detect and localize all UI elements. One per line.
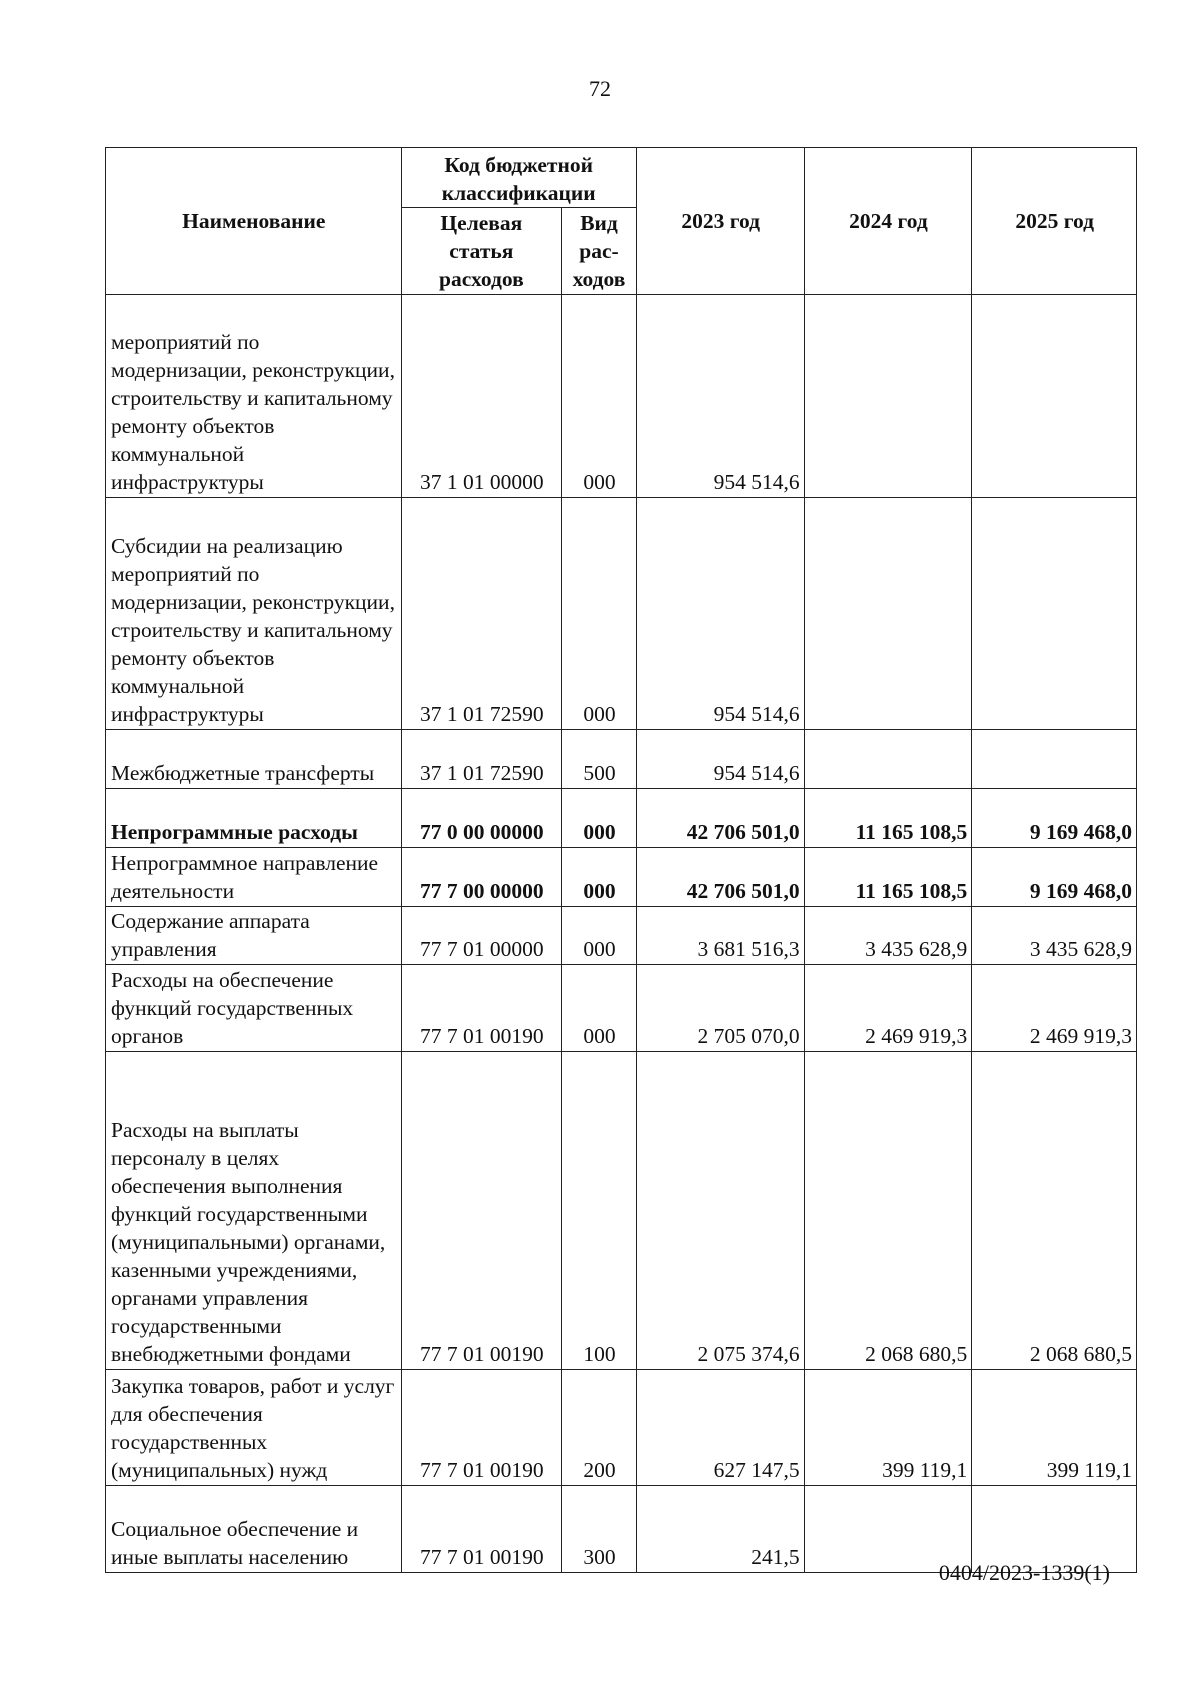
table-body [106, 295, 1137, 1573]
header-kind: Вид рас- ходов [562, 208, 637, 295]
row-2025: 9 169 468,0 [972, 848, 1137, 907]
row-kind: 200 [562, 1370, 637, 1486]
row-code: 37 1 01 72590 [401, 730, 562, 789]
row-2023: 954 514,6 [636, 498, 804, 730]
table-row [106, 730, 1137, 789]
row-name: Расходы на обеспечение функций государственных органов [106, 965, 402, 1052]
table-row [106, 1052, 1137, 1370]
row-2023: 2 705 070,0 [636, 965, 804, 1052]
row-2024: 2 469 919,3 [804, 965, 972, 1052]
row-2024: 2 068 680,5 [804, 1052, 972, 1370]
row-2025: 3 435 628,9 [972, 907, 1137, 965]
row-name: Межбюджетные трансферты [106, 730, 402, 789]
row-kind: 000 [562, 789, 637, 848]
table-row [106, 1370, 1137, 1486]
row-kind: 000 [562, 498, 637, 730]
row-2024: 399 119,1 [804, 1370, 972, 1486]
row-kind: 000 [562, 965, 637, 1052]
header-2024: 2024 год [804, 148, 972, 295]
row-code: 77 7 01 00190 [401, 1370, 562, 1486]
row-name: Расходы на выплаты персоналу в целях обеспечения выполнения функций государственными (муниципальными) органами, казенными учреждениями, органами управления государственными внебюджетными фондами [106, 1052, 402, 1370]
header-name: Наименование [106, 148, 402, 295]
row-name: Непрограммные расходы [106, 789, 402, 848]
row-2023: 954 514,6 [636, 730, 804, 789]
row-2024 [804, 730, 972, 789]
row-code: 77 7 01 00000 [401, 907, 562, 965]
row-name: мероприятий по модернизации, реконструкции, строительству и капитальному ремонту объектов коммунальной инфраструктуры [106, 295, 402, 498]
row-2024 [804, 498, 972, 730]
row-2023: 241,5 [636, 1486, 804, 1573]
header-2025: 2025 год [972, 148, 1137, 295]
row-code: 77 7 00 00000 [401, 848, 562, 907]
row-code: 37 1 01 00000 [401, 295, 562, 498]
row-2024 [804, 295, 972, 498]
row-2025: 2 469 919,3 [972, 965, 1137, 1052]
row-code: 37 1 01 72590 [401, 498, 562, 730]
row-2023: 954 514,6 [636, 295, 804, 498]
row-2023: 2 075 374,6 [636, 1052, 804, 1370]
row-name: Содержание аппарата управления [106, 907, 402, 965]
row-2024: 11 165 108,5 [804, 848, 972, 907]
page-number: 72 [589, 76, 611, 101]
row-2023: 627 147,5 [636, 1370, 804, 1486]
table-row [106, 295, 1137, 498]
header-code-group: Код бюджетной классификации [401, 148, 636, 208]
row-kind: 100 [562, 1052, 637, 1370]
table-header [106, 148, 1137, 295]
row-name: Субсидии на реализацию мероприятий по модернизации, реконструкции, строительству и капитальному ремонту объектов коммунальной инфраструктуры [106, 498, 402, 730]
row-name: Социальное обеспечение и иные выплаты населению [106, 1486, 402, 1573]
row-2025: 399 119,1 [972, 1370, 1137, 1486]
row-2025 [972, 295, 1137, 498]
header-2023: 2023 год [636, 148, 804, 295]
table-row [106, 498, 1137, 730]
document-code: 0404/2023-1339(1) [938, 1560, 1110, 1585]
row-name: Непрограммное направление деятельности [106, 848, 402, 907]
row-2025 [972, 730, 1137, 789]
row-code: 77 7 01 00190 [401, 1486, 562, 1573]
header-target: Целевая статья расходов [401, 208, 562, 295]
row-code: 77 7 01 00190 [401, 1052, 562, 1370]
row-2025 [972, 498, 1137, 730]
row-kind: 500 [562, 730, 637, 789]
row-2025: 2 068 680,5 [972, 1052, 1137, 1370]
table-row [106, 789, 1137, 848]
row-2025: 9 169 468,0 [972, 789, 1137, 848]
row-2023: 42 706 501,0 [636, 848, 804, 907]
row-kind: 000 [562, 295, 637, 498]
table-row [106, 907, 1137, 965]
row-kind: 300 [562, 1486, 637, 1573]
row-name: Закупка товаров, работ и услуг для обеспечения государственных (муниципальных) нужд [106, 1370, 402, 1486]
row-kind: 000 [562, 907, 637, 965]
row-2024: 11 165 108,5 [804, 789, 972, 848]
budget-table [105, 147, 1137, 1573]
table-row [106, 965, 1137, 1052]
row-2023: 42 706 501,0 [636, 789, 804, 848]
row-2023: 3 681 516,3 [636, 907, 804, 965]
row-code: 77 7 01 00190 [401, 965, 562, 1052]
row-2024: 3 435 628,9 [804, 907, 972, 965]
row-kind: 000 [562, 848, 637, 907]
table-row [106, 848, 1137, 907]
row-code: 77 0 00 00000 [401, 789, 562, 848]
